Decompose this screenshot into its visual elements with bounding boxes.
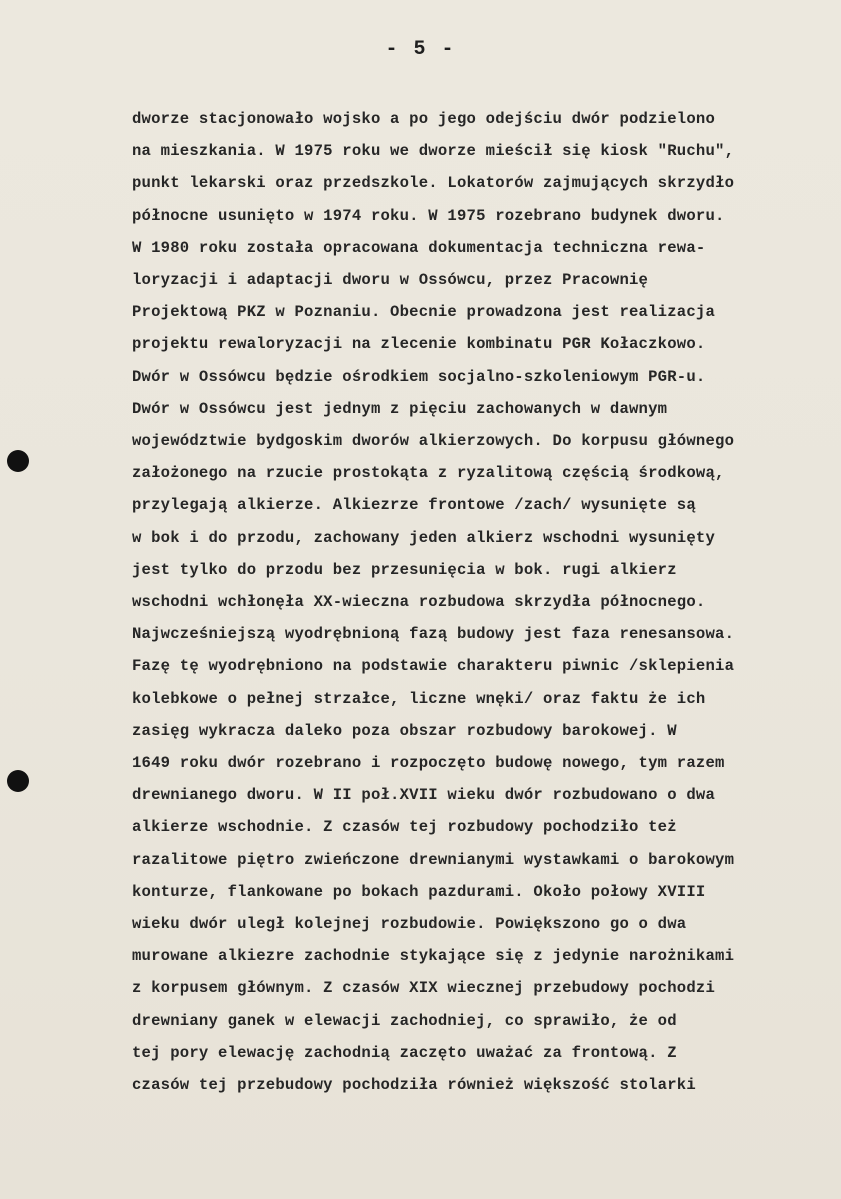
text-line: drewnianego dworu. W II poł.XVII wieku dwór rozbudowano o dwa: [132, 786, 716, 805]
text-line: tej pory elewację zachodnią zaczęto uważać za frontową. Z: [132, 1043, 677, 1062]
text-line: konturze, flankowane po bokach pazdurami. Około połowy XVIII: [132, 882, 706, 901]
punch-hole-top: [7, 450, 29, 472]
text-line: północne usunięto w 1974 roku. W 1975 rozebrano budynek dworu.: [132, 206, 725, 225]
text-line: W 1980 roku została opracowana dokumentacja techniczna rewa-: [132, 238, 706, 257]
text-line: na mieszkania. W 1975 roku we dworze mieścił się kiosk "Ruchu",: [132, 142, 735, 161]
text-line: loryzacji i adaptacji dworu w Ossówcu, przez Pracownię: [132, 271, 649, 289]
text-line: dworze stacjonowało wojsko a po jego odejściu dwór podzielono: [132, 110, 716, 128]
text-line: zasięg wykracza daleko poza obszar rozbudowy barokowej. W: [132, 721, 677, 740]
punch-hole-bottom: [7, 770, 29, 792]
text-line: z korpusem głównym. Z czasów XIX wiecznej przebudowy pochodzi: [132, 979, 716, 998]
text-line: Dwór w Ossówcu jest jednym z pięciu zachowanych w dawnym: [132, 399, 668, 418]
text-line: wieku dwór uległ kolejnej rozbudowie. Powiększono go o dwa: [132, 915, 687, 933]
text-line: razalitowe piętro zwieńczone drewnianymi wystawkami o barokowym: [132, 850, 735, 869]
text-line: przylegają alkierze. Alkiezrze frontowe /zach/ wysunięte są: [132, 496, 696, 515]
text-line: projektu rewaloryzacji na zlecenie kombinatu PGR Kołaczkowo.: [132, 335, 706, 354]
text-line: w bok i do przodu, zachowany jeden alkierz wschodni wysunięty: [132, 528, 716, 547]
text-line: alkierze wschodnie. Z czasów tej rozbudowy pochodziło też: [132, 818, 677, 837]
text-line: województwie bydgoskim dworów alkierzowych. Do korpusu głównego: [132, 432, 735, 450]
text-line: założonego na rzucie prostokąta z ryzalitową częścią środkową,: [132, 464, 725, 483]
text-line: 1649 roku dwór rozebrano i rozpoczęto budowę nowego, tym razem: [132, 754, 725, 772]
text-line: Dwór w Ossówcu będzie ośrodkiem socjalno-szkoleniowym PGR-u.: [132, 367, 706, 386]
text-line: murowane alkiezre zachodnie stykające się z jedynie narożnikami: [132, 947, 735, 966]
text-line: Najwcześniejszą wyodrębnioną fazą budowy jest faza renesansowa.: [132, 625, 735, 644]
text-line: Fazę tę wyodrębniono na podstawie charakteru piwnic /sklepienia: [132, 657, 735, 676]
text-line: wschodni wchłonęła XX-wieczna rozbudowa skrzydła północnego.: [132, 593, 706, 611]
text-line: jest tylko do przodu bez przesunięcia w bok. rugi alkierz: [132, 560, 677, 579]
page-number: - 5 -: [385, 38, 456, 61]
text-line: czasów tej przebudowy pochodziła również większość stolarki: [132, 1076, 696, 1094]
text-line: Projektową PKZ w Poznaniu. Obecnie prowadzona jest realizacja: [132, 303, 716, 322]
text-line: kolebkowe o pełnej strzałce, liczne wnęki/ oraz faktu że ich: [132, 689, 706, 708]
text-line: punkt lekarski oraz przedszkole. Lokatorów zajmujących skrzydło: [132, 174, 735, 193]
text-line: drewniany ganek w elewacji zachodniej, co sprawiło, że od: [132, 1011, 677, 1030]
